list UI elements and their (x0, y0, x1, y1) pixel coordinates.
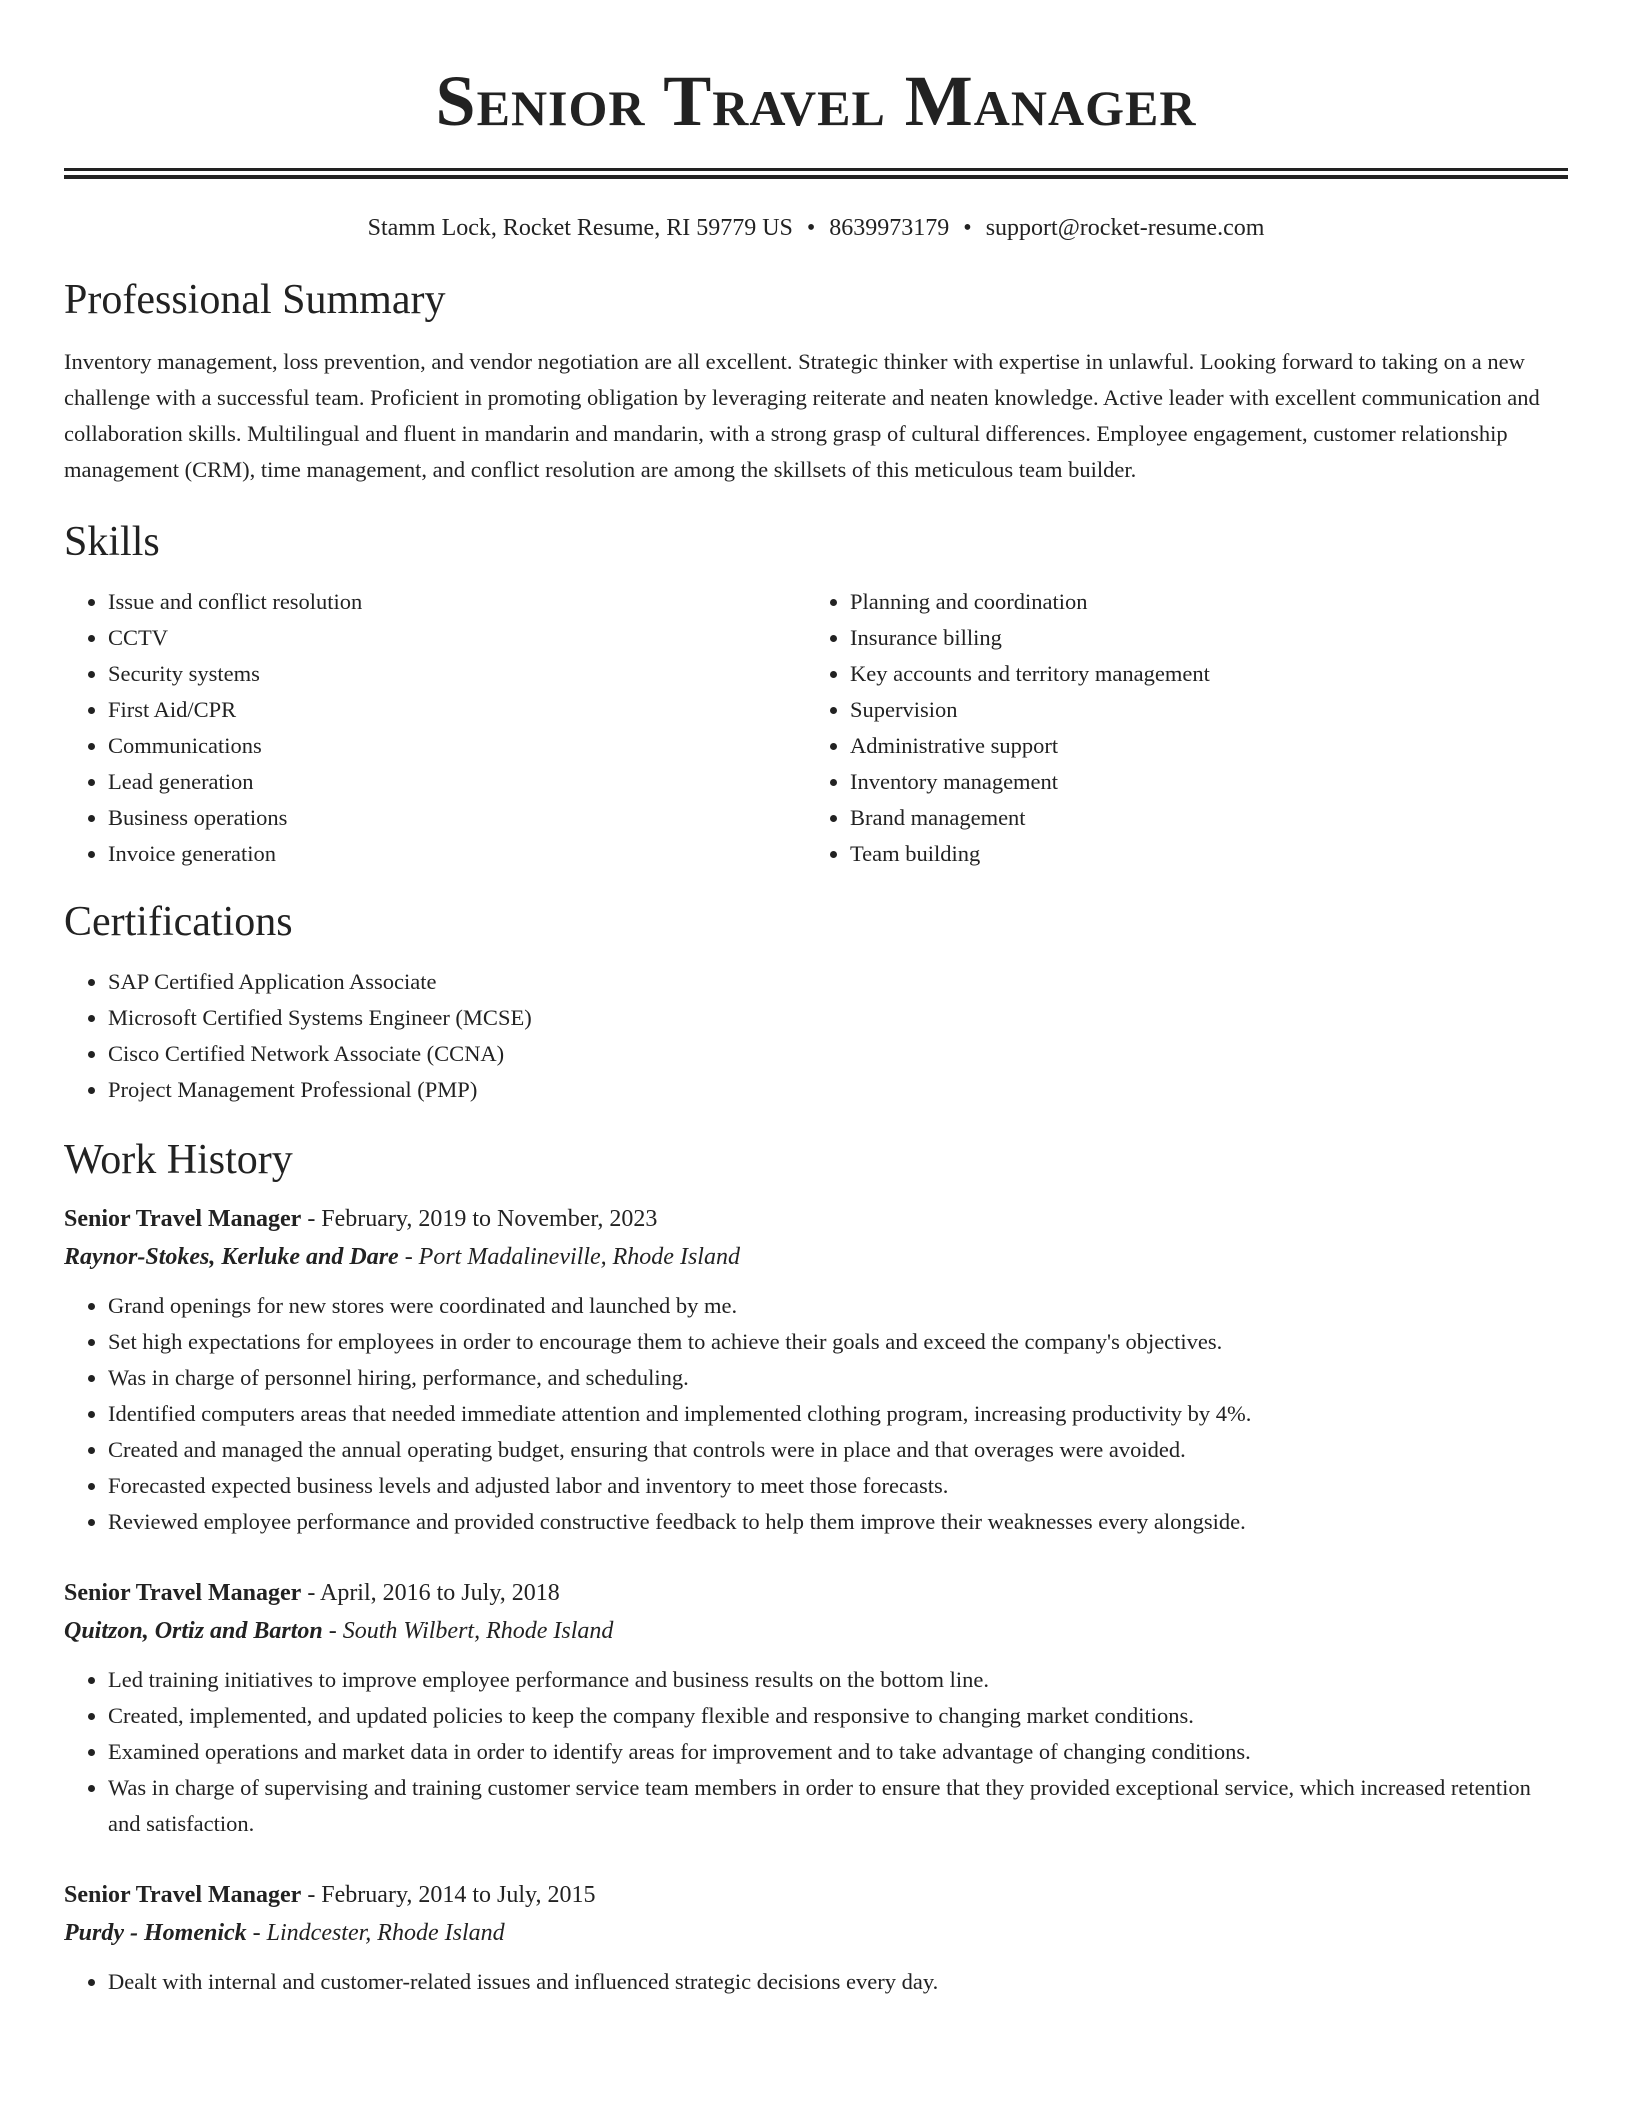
certification-item: • Project Management Professional (PMP) (108, 1072, 1568, 1108)
job-title: Senior Travel Manager (64, 1882, 302, 1908)
job-dates: - April, 2016 to July, 2018 (301, 1580, 560, 1606)
contact-separator: • (806, 215, 816, 241)
skills-column-left (64, 584, 806, 872)
skill-item: • Business operations (108, 800, 806, 836)
job-duty-item: • Dealt with internal and customer-related issues and influenced strategic decisions every day. (108, 1964, 1568, 2000)
job-entry (64, 1574, 1568, 1842)
contact-phone: 8639973179 (829, 215, 950, 241)
contact-separator: • (963, 215, 972, 241)
header-divider (64, 168, 1568, 179)
job-company: Quitzon, Ortiz and Barton (64, 1618, 323, 1644)
certification-item: • SAP Certified Application Associate (108, 964, 1568, 1000)
contact-line (64, 212, 1568, 244)
job-location: - Lindcester, Rhode Island (246, 1920, 505, 1946)
job-dates: - February, 2019 to November, 2023 (301, 1206, 658, 1232)
job-duties-list (64, 1964, 1568, 2000)
job-title-line (64, 1200, 1568, 1238)
job-duty-item: • Was in charge of supervising and training customer service team members in order to ensure that they provided exceptional service, which increased retention and satisfaction. (108, 1770, 1568, 1842)
skill-item: • Administrative support (850, 728, 1548, 764)
job-entry (64, 1200, 1568, 1540)
skill-item: • Communications (108, 728, 806, 764)
certification-item: • Cisco Certified Network Associate (CCNA) (108, 1036, 1568, 1072)
skill-item: • Key accounts and territory management (850, 656, 1548, 692)
job-company-line (64, 1914, 1568, 1952)
certifications-list (64, 964, 1568, 1108)
job-title-line (64, 1876, 1568, 1914)
job-duty-item: • Was in charge of personnel hiring, performance, and scheduling. (108, 1360, 1568, 1396)
skills-list-left (64, 584, 806, 872)
job-duty-item: • Identified computers areas that needed immediate attention and implemented clothing program, increasing productivity by 4%. (108, 1396, 1568, 1432)
work-history-heading: Work History (64, 1137, 293, 1183)
job-location: - South Wilbert, Rhode Island (322, 1618, 614, 1644)
skill-item: • Lead generation (108, 764, 806, 800)
job-duties-list (64, 1662, 1568, 1842)
skills-heading: Skills (64, 519, 160, 565)
skill-item: • Insurance billing (850, 620, 1548, 656)
skills-column-right (806, 584, 1548, 872)
certifications-heading: Certifications (64, 899, 293, 945)
skill-item: • Planning and coordination (850, 584, 1548, 620)
skill-item: • Invoice generation (108, 836, 806, 872)
job-entry (64, 1876, 1568, 2000)
contact-address: Stamm Lock, Rocket Resume, RI 59779 US (367, 215, 793, 241)
resume-title: Senior Travel Manager (435, 61, 1197, 141)
job-duty-item: • Forecasted expected business levels and adjusted labor and inventory to meet those forecasts. (108, 1468, 1568, 1504)
job-company: Raynor-Stokes, Kerluke and Dare (64, 1244, 399, 1270)
skill-item: • CCTV (108, 620, 806, 656)
skill-item: • Brand management (850, 800, 1548, 836)
job-duty-item: • Created and managed the annual operating budget, ensuring that controls were in place and that overages were avoided. (108, 1432, 1568, 1468)
contact-email: support@rocket-resume.com (985, 215, 1265, 241)
job-location: - Port Madalineville, Rhode Island (398, 1244, 740, 1270)
job-duties-list (64, 1288, 1568, 1540)
summary-text: Inventory management, loss prevention, and vendor negotiation are all excellent. Strategic thinker with expertise in unlawful. Looking forward to taking on a new challenge with a successful team. Proficient in promoting obligation by leveraging reiterate and neaten knowledge. Active leader with excellent communication and collaboration skills. Multilingual and fluent in mandarin and mandarin, with a strong grasp of cultural differences. Employee engagement, customer relationship management (CRM), time management, and conflict resolution are among the skillsets of this meticulous team builder. (64, 349, 1540, 482)
job-title: Senior Travel Manager (64, 1580, 302, 1606)
job-duty-item: • Led training initiatives to improve employee performance and business results on the bottom line. (108, 1662, 1568, 1698)
job-duty-item: • Examined operations and market data in order to identify areas for improvement and to take advantage of changing conditions. (108, 1734, 1568, 1770)
job-duty-item: • Grand openings for new stores were coordinated and launched by me. (108, 1288, 1568, 1324)
skills-list-right (806, 584, 1548, 872)
skill-item: • Issue and conflict resolution (108, 584, 806, 620)
job-title-line (64, 1574, 1568, 1612)
skills-grid (64, 584, 1568, 872)
job-dates: - February, 2014 to July, 2015 (301, 1882, 596, 1908)
job-title: Senior Travel Manager (64, 1206, 302, 1232)
job-company: Purdy - Homenick (64, 1920, 247, 1946)
skill-item: • Inventory management (850, 764, 1548, 800)
job-company-line (64, 1612, 1568, 1650)
job-duty-item: • Set high expectations for employees in order to encourage them to achieve their goals and exceed the company's objectives. (108, 1324, 1568, 1360)
skill-item: • Team building (850, 836, 1548, 872)
job-company-line (64, 1238, 1568, 1276)
skill-item: • Security systems (108, 656, 806, 692)
job-duty-item: • Created, implemented, and updated policies to keep the company flexible and responsive to changing market conditions. (108, 1698, 1568, 1734)
skill-item: • Supervision (850, 692, 1548, 728)
job-duty-item: • Reviewed employee performance and provided constructive feedback to help them improve their weaknesses every alongside. (108, 1504, 1568, 1540)
certification-item: • Microsoft Certified Systems Engineer (MCSE) (108, 1000, 1568, 1036)
summary-heading: Professional Summary (64, 277, 446, 323)
skill-item: • First Aid/CPR (108, 692, 806, 728)
